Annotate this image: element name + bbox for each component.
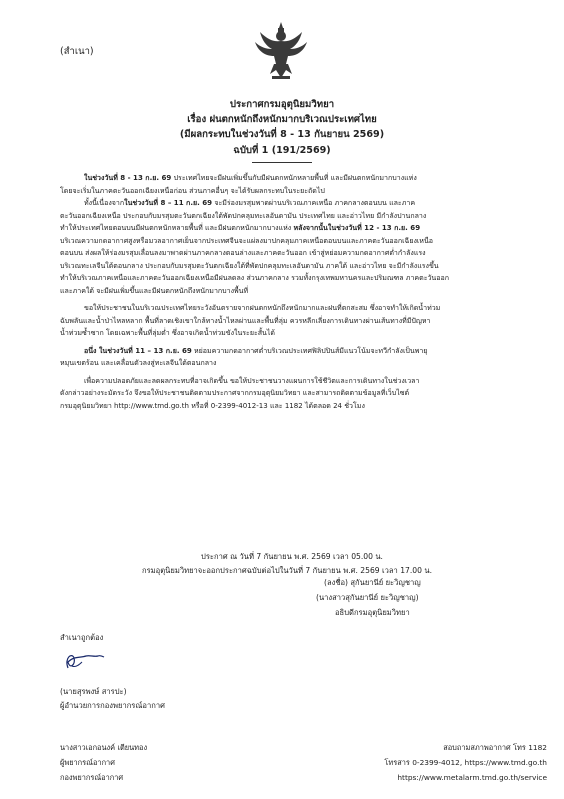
officer-block bbox=[60, 685, 165, 713]
officer-name: (นายสุรพงษ์ สารปะ) bbox=[60, 687, 127, 696]
body-line bbox=[60, 357, 520, 370]
header-title: ประกาศกรมอุตุนิยมวิทยา bbox=[229, 99, 335, 110]
body-line bbox=[60, 285, 520, 298]
body-line bbox=[60, 197, 520, 210]
body-text: บริเวณทะเลจีนใต้ตอนกลาง ประกอบกับมรสุมตะวันตกเฉียงใต้ที่พัดปกคลุมทะเลอันดามัน ภาคใต้ และอ่าวไทย จะมีกำลังแรงขึ้น bbox=[60, 260, 439, 270]
body-line bbox=[60, 345, 520, 358]
body-line bbox=[60, 185, 520, 198]
body-line bbox=[60, 247, 520, 260]
footer-left bbox=[60, 740, 147, 785]
footer-service-url: https://www.metalarm.tmd.go.th/service bbox=[397, 773, 547, 782]
body-text: จะมีร่องมรสุมพาดผ่านบริเวณภาคเหนือ ภาคกลางตอนบน และภาค bbox=[212, 198, 416, 207]
body-text: และภาคใต้ จะมีฝนเพิ่มขึ้นและมีฝนตกหนักถึงหนักมากบางพื้นที่ bbox=[60, 285, 249, 295]
body-text: กรมอุตุนิยมวิทยา http://www.tmd.go.th หรือที่ 0-2399-4012-13 และ 1182 ได้ตลอด 24 ชั่วโมง bbox=[60, 400, 365, 410]
body-emphasis: ในช่วงวันที่ 8 – 11 ก.ย. 69 bbox=[124, 198, 213, 207]
forecaster-name: นางสาวเอกอนงค์ เตียนทอง bbox=[60, 743, 148, 752]
signatory-title: อธิบดีกรมอุตุนิยมวิทยา bbox=[335, 608, 410, 617]
body-line bbox=[60, 387, 520, 400]
body-line bbox=[60, 235, 520, 248]
body-line bbox=[60, 315, 520, 328]
body-line bbox=[60, 400, 520, 413]
body-text: ดังกล่าวอย่างระมัดระวัง จึงขอให้ประชาชนติดตามประกาศจากกรมอุตุนิยมวิทยา และสามารถติดตามข้อมูลที่เว็บไซต์ bbox=[60, 388, 410, 397]
forecaster-position: ผู้พยากรณ์อากาศ bbox=[60, 758, 115, 767]
body-text: หมุนเขตร้อน และเคลื่อนตัวลงสู่ทะเลจีนใต้ตอนกลาง bbox=[60, 358, 217, 367]
body-emphasis: หลังจากนั้นในช่วงวันที่ 12 - 13 ก.ย. 69 bbox=[293, 223, 421, 232]
body-text: หย่อมความกดอากาศต่ำบริเวณประเทศฟิลิปปินส์มีแนวโน้มจะทวีกำลังเป็นพายุ bbox=[191, 345, 428, 355]
signatory-name: (นางสาวสุกันยานีย์ ยะวิญชาญ) bbox=[316, 593, 419, 602]
body-text: เพื่อความปลอดภัยและลดผลกระทบที่อาจเกิดขึ้น ขอให้ประชาชนวางแผนการใช้ชีวิตและการเดินทางในช่วงเวลา bbox=[84, 375, 420, 385]
body-text: ประเทศไทยจะมีฝนเพิ่มขึ้นกับมีฝนตกหนักหลายพื้นที่ และมีฝนตกหนักมากบางแห่ง bbox=[171, 173, 417, 182]
header-issue-number: ฉบับที่ 1 (191/2569) bbox=[233, 144, 331, 156]
handwritten-signature bbox=[60, 648, 106, 674]
announce-date: ประกาศ ณ วันที่ 7 กันยายน พ.ศ. 2569 เวลา 05.00 น. bbox=[201, 552, 383, 561]
signatory-signed: (ลงชื่อ) สุกันยานีย์ ยะวิญชาญ bbox=[324, 578, 421, 587]
header-subject: เรื่อง ฝนตกหนักถึงหนักมากบริเวณประเทศไทย bbox=[187, 114, 377, 126]
body-line bbox=[60, 172, 520, 185]
body-text: ทำให้บริเวณภาคเหนือและภาคตะวันออกเฉียงเหนือมีฝนลดลง ส่วนภาคกลาง รวมทั้งกรุงเทพมหานครและปริมณฑล ภาคตะวันออก bbox=[60, 273, 449, 282]
garuda-emblem-icon bbox=[252, 20, 310, 82]
next-announcement: กรมอุตุนิยมวิทยาจะออกประกาศฉบับต่อไปในวันที่ 7 กันยายน พ.ศ. 2569 เวลา 17.00 น. bbox=[142, 566, 432, 575]
body-text: ตะวันออกเฉียงเหนือ ประกอบกับมรสุมตะวันตกเฉียงใต้พัดปกคลุมทะเลอันดามัน ประเทศไทย และอ่าวไทย มีกำลังปานกลาง bbox=[60, 210, 427, 220]
body-text: บริเวณความกดอากาศสูงหรือมวลอากาศเย็นจากประเทศจีนจะแผ่ลงมาปกคลุมภาคเหนือตอนบนและภาคตะวันออกเฉียงเหนือ bbox=[60, 235, 434, 245]
footer-fax-website: โทรสาร 0-2399-4012, https://www.tmd.go.th bbox=[384, 758, 547, 767]
certified-copy-label: สำเนาถูกต้อง bbox=[60, 633, 104, 642]
announcement-body bbox=[60, 172, 520, 412]
forecaster-division: กองพยากรณ์อากาศ bbox=[60, 773, 124, 782]
body-line bbox=[60, 302, 520, 315]
body-line bbox=[60, 375, 520, 388]
copy-label: (สำเนา) bbox=[60, 46, 94, 57]
body-text: ทั้งนี้เนื่องจาก bbox=[84, 198, 125, 207]
body-emphasis: ในช่วงวันที่ 8 - 13 ก.ย. 69 bbox=[84, 173, 172, 182]
header-divider bbox=[252, 162, 312, 163]
header-period: (มีผลกระทบในช่วงวันที่ 8 - 13 กันยายน 2569) bbox=[179, 129, 385, 141]
body-line bbox=[60, 210, 520, 223]
footer-right bbox=[384, 740, 547, 785]
body-text: ตอนบน ส่งผลให้ร่องมรสุมเลื่อนลงมาพาดผ่านภาคกลางตอนล่างและภาคตะวันออก เข้าสู่หย่อมความกดอากาศต่ำกำลังแรง bbox=[60, 248, 426, 257]
footer-hotline: สอบถามสภาพอากาศ โทร 1182 bbox=[443, 743, 547, 752]
body-line bbox=[60, 272, 520, 285]
body-line bbox=[60, 260, 520, 273]
body-text: โดยจะเริ่มในภาคตะวันออกเฉียงเหนือก่อน ส่วนภาคอื่นๆ จะได้รับผลกระทบในระยะถัดไป bbox=[60, 185, 325, 195]
body-text: ทำให้ประเทศไทยตอนบนมีฝนตกหนักหลายพื้นที่ และมีฝนตกหนักมากบางแห่ง bbox=[60, 223, 294, 232]
body-line bbox=[60, 222, 520, 235]
body-line bbox=[60, 327, 520, 340]
body-text: น้ำท่วมซ้ำซาก โดยเฉพาะพื้นที่ลุ่มต่ำ ซึ่งอาจเกิดน้ำท่วมขังในระยะสั้นได้ bbox=[60, 328, 275, 337]
officer-title: ผู้อำนวยการกองพยากรณ์อากาศ bbox=[60, 701, 165, 710]
announcement-header bbox=[40, 97, 524, 158]
body-text: ฉับพลันและน้ำป่าไหลหลาก พื้นที่ลาดเชิงเขาใกล้ทางน้ำไหลผ่านและพื้นที่ลุ่ม ควรหลีกเลี่ยงการเดินทางผ่านเส้นทางที่มีปัญหา bbox=[60, 315, 431, 325]
body-emphasis: อนึ่ง ในช่วงวันที่ 11 – 13 ก.ย. 69 bbox=[84, 345, 192, 355]
body-text: ขอให้ประชาชนในบริเวณประเทศไทยระวังอันตรายจากฝนตกหนักถึงหนักมากและฝนที่ตกสะสม ซึ่งอาจทำให้เกิดน้ำท่วม bbox=[84, 303, 441, 312]
